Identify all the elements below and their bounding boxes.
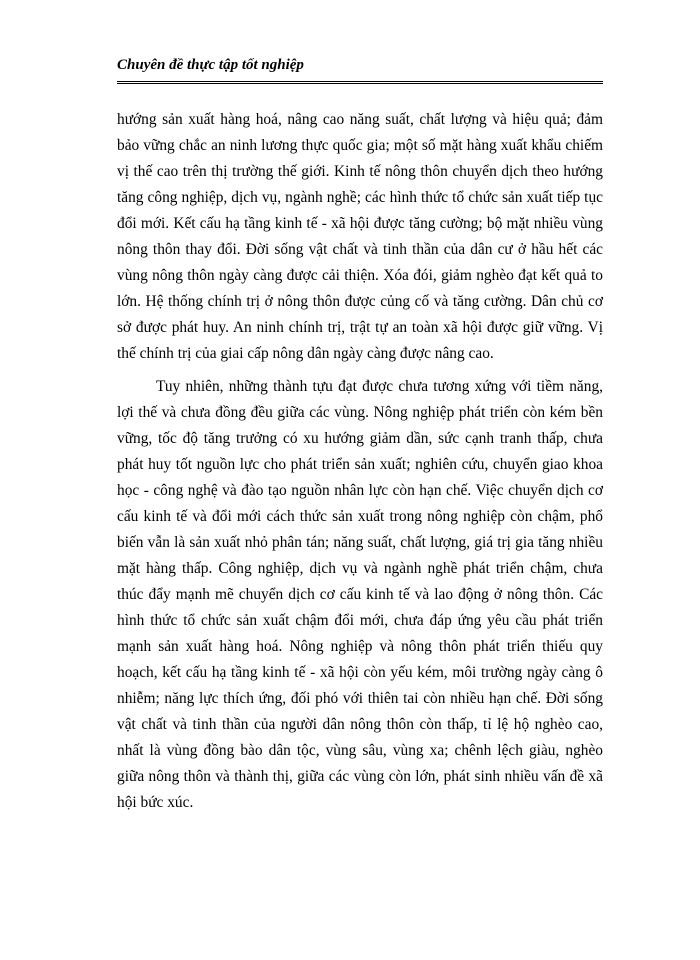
document-body — [117, 107, 603, 816]
paragraph-limitations: Tuy nhiên, những thành tựu đạt được chưa tương xứng với tiềm năng, lợi thế và chưa đồng đều giữa các vùng. Nông nghiệp phát triển còn kém bền vững, tốc độ tăng trưởng có xu hướng giảm dần, sức cạnh tranh thấp, chưa phát huy tốt nguồn lực cho phát triển sản xuất; nghiên cứu, chuyển giao khoa học - công nghệ và đào tạo nguồn nhân lực còn hạn chế. Việc chuyển dịch cơ cấu kinh tế và đổi mới cách thức sản xuất trong nông nghiệp còn chậm, phổ biến vẫn là sản xuất nhỏ phân tán; năng suất, chất lượng, giá trị gia tăng nhiều mặt hàng thấp. Công nghiệp, dịch vụ và ngành nghề phát triển chậm, chưa thúc đẩy mạnh mẽ chuyển dịch cơ cấu kinh tế và lao động ở nông thôn. Các hình thức tổ chức sản xuất chậm đổi mới, chưa đáp ứng yêu cầu phát triển mạnh sản xuất hàng hoá. Nông nghiệp và nông thôn phát triển thiếu quy hoạch, kết cấu hạ tầng kinh tế - xã hội còn yếu kém, môi trường ngày càng ô nhiễm; năng lực thích ứng, đối phó với thiên tai còn nhiều hạn chế. Đời sống vật chất và tinh thần của người dân nông thôn còn thấp, tỉ lệ hộ nghèo cao, nhất là vùng đồng bào dân tộc, vùng sâu, vùng xa; chênh lệch giàu, nghèo giữa nông thôn và thành thị, giữa các vùng còn lớn, phát sinh nhiều vấn đề xã hội bức xúc. — [117, 378, 603, 811]
paragraph-continued: hướng sản xuất hàng hoá, nâng cao năng suất, chất lượng và hiệu quả; đảm bảo vững chắc an ninh lương thực quốc gia; một số mặt hàng xuất khẩu chiếm vị thế cao trên thị trường thế giới. Kinh tế nông thôn chuyển dịch theo hướng tăng công nghiệp, dịch vụ, ngành nghề; các hình thức tổ chức sản xuất tiếp tục đổi mới. Kết cấu hạ tầng kinh tế - xã hội được tăng cường; bộ mặt nhiều vùng nông thôn thay đổi. Đời sống vật chất và tinh thần của dân cư ở hầu hết các vùng nông thôn ngày càng được cải thiện. Xóa đói, giảm nghèo đạt kết quả to lớn. Hệ thống chính trị ở nông thôn được củng cố và tăng cường. Dân chủ cơ sở được phát huy. An ninh chính trị, trật tự an toàn xã hội được giữ vững. Vị thế chính trị của giai cấp nông dân ngày càng được nâng cao. — [117, 111, 603, 362]
page-header — [117, 55, 603, 84]
header-title: Chuyên đề thực tập tốt nghiệp — [117, 57, 304, 73]
